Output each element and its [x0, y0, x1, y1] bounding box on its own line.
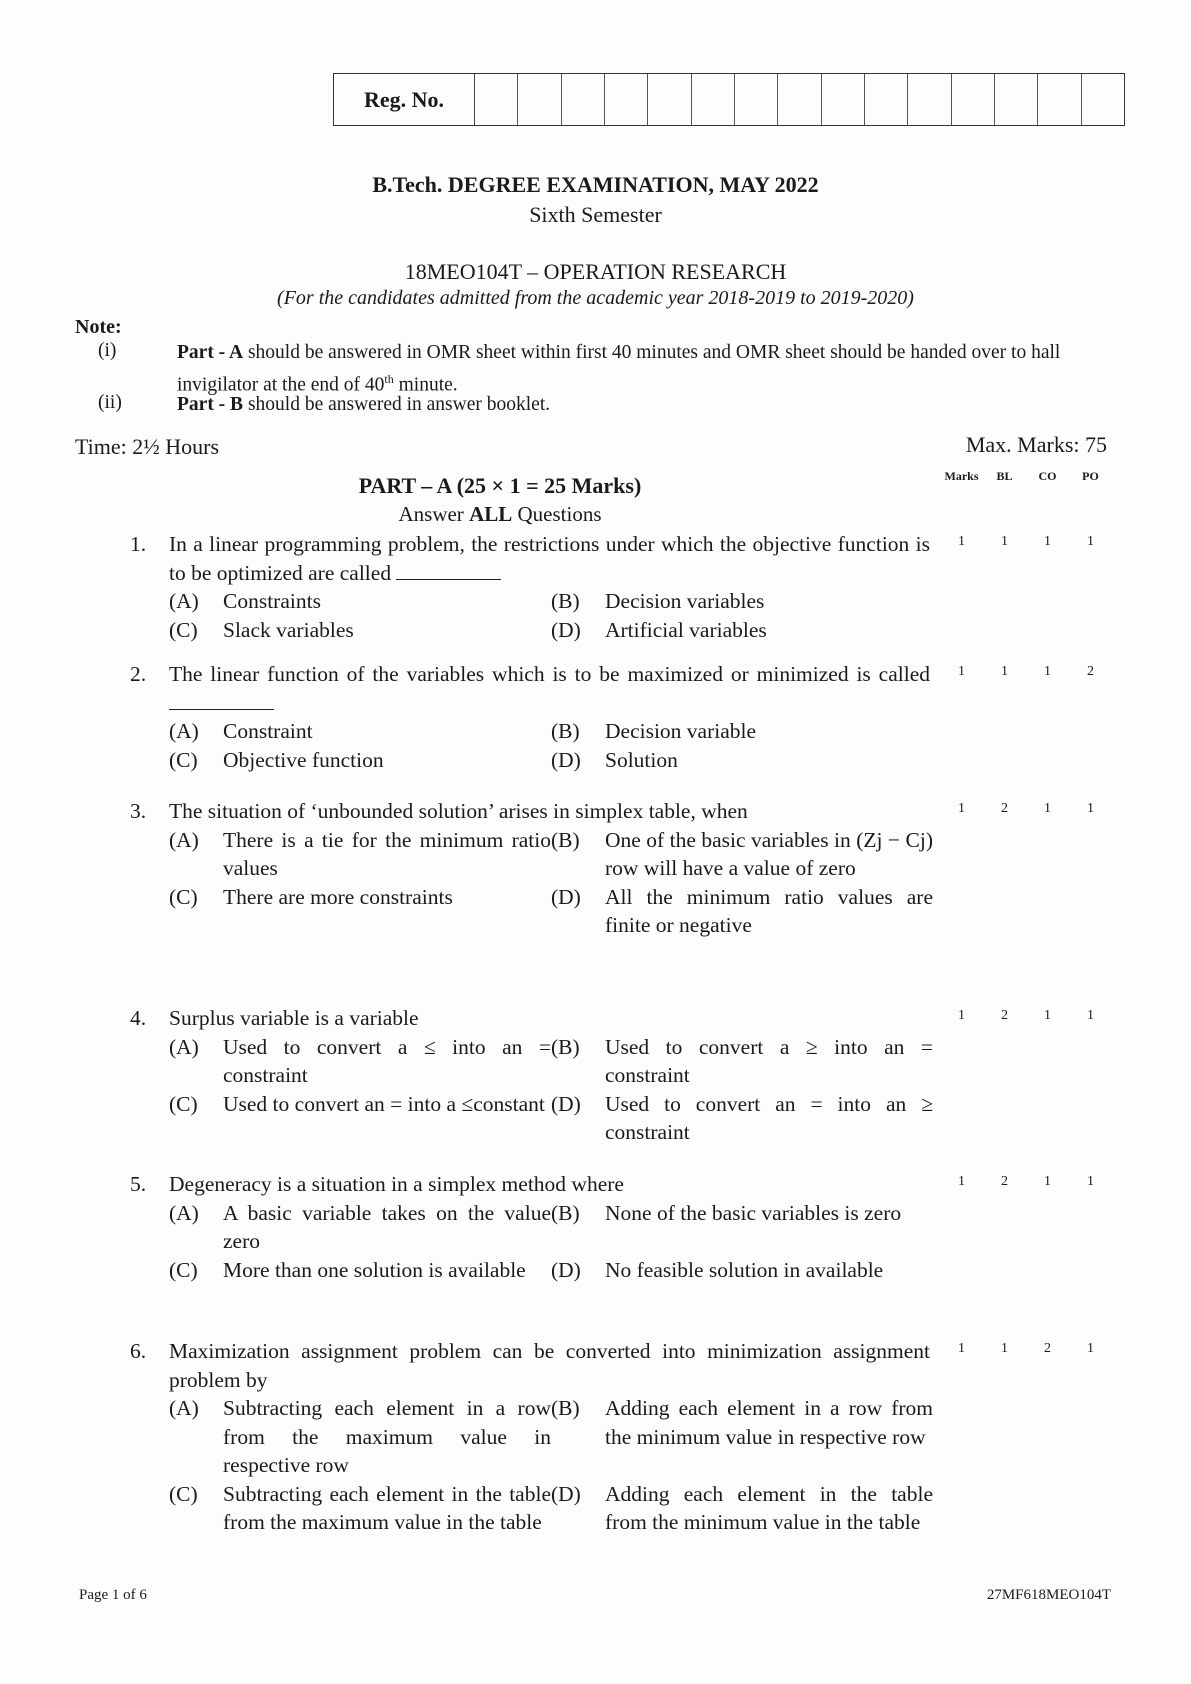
question-stem: [169, 797, 930, 826]
question-number: 5.: [130, 1172, 147, 1196]
question: [130, 1337, 933, 1537]
marks-value: 1: [958, 534, 965, 549]
question-number: 2.: [130, 662, 147, 686]
reg-no-cell: [735, 74, 778, 125]
reg-no-cell: [908, 74, 951, 125]
answer-blank: [396, 561, 501, 580]
option-letter: (B): [551, 719, 580, 743]
option: [551, 883, 933, 940]
reg-no-cell: [778, 74, 821, 125]
question: [130, 1170, 930, 1284]
option-letter: (B): [551, 1200, 580, 1225]
question-stem: [169, 530, 930, 587]
co-value: 1: [1044, 1174, 1051, 1189]
reg-no-cell: [518, 74, 561, 125]
option-text: One of the basic variables in (Zj − Cj) row will have a value of zero: [605, 827, 933, 880]
instr-post: Questions: [512, 502, 602, 526]
note-text: should be answered in answer booklet.: [243, 394, 551, 415]
option-letter: (C): [169, 747, 198, 772]
options: [169, 1033, 933, 1147]
option: [169, 1480, 551, 1537]
option-letter: (D): [551, 884, 581, 909]
option-letter: (C): [169, 1481, 198, 1506]
option-letter: (B): [551, 1396, 580, 1420]
option-letter: (C): [169, 884, 198, 909]
option: [551, 1033, 933, 1090]
option-text: Used to convert an = into an ≥ constraint: [605, 1091, 933, 1144]
option-text: No feasible solution in available: [605, 1257, 884, 1282]
option-text: More than one solution is available: [223, 1257, 526, 1282]
col-po: PO: [1082, 469, 1099, 483]
question-stem: [169, 1004, 930, 1033]
option-letter: (D): [551, 747, 581, 772]
question-marks: [940, 534, 1112, 550]
option-letter: (A): [169, 1034, 199, 1059]
option-text: Used to convert an = into a ≤constant: [223, 1091, 545, 1116]
reg-no-cell: [605, 74, 648, 125]
exam-time: Time: 2½ Hours: [75, 434, 220, 459]
question-marks: [940, 664, 1112, 680]
po-value: 1: [1087, 534, 1094, 549]
note-label: Note:: [75, 316, 122, 338]
option-text: A basic variable takes on the value zero: [223, 1200, 551, 1253]
option-text: Used to convert a ≤ into an = constraint: [223, 1034, 551, 1087]
question-number: 3.: [130, 799, 147, 823]
option: [551, 1199, 933, 1256]
option-letter: (B): [551, 589, 580, 613]
question-stem: [169, 1170, 930, 1199]
option-letter: (B): [551, 827, 580, 852]
question-marks: [940, 1008, 1112, 1024]
option-text: Subtracting each element in the table from the maximum value in the table: [223, 1481, 551, 1534]
marks-value: 1: [958, 664, 965, 679]
option-text: Solution: [605, 747, 678, 772]
bl-value: 1: [1001, 664, 1008, 679]
option-text: Adding each element in the table from the minimum value in the table: [605, 1481, 933, 1534]
option-letter: (C): [169, 617, 198, 642]
question-number: 1.: [130, 532, 147, 556]
reg-no-cell: [1038, 74, 1081, 125]
marks-value: 1: [958, 1174, 965, 1189]
reg-no-cell: [475, 74, 518, 125]
options: [169, 717, 930, 774]
options: [169, 1394, 933, 1537]
option-text: Constraint: [223, 719, 313, 743]
co-value: 1: [1044, 664, 1051, 679]
marks-value: 1: [958, 801, 965, 816]
question-stem: [169, 660, 930, 717]
options: [169, 826, 933, 940]
marks-value: 1: [958, 1341, 965, 1356]
option: [169, 1256, 551, 1285]
option: [551, 1256, 933, 1285]
marks-value: 1: [958, 1008, 965, 1023]
col-bl: BL: [996, 469, 1013, 483]
option-letter: (A): [169, 1396, 199, 1420]
note-number: (ii): [98, 392, 122, 413]
po-value: 1: [1087, 801, 1094, 816]
reg-no-cell: [995, 74, 1038, 125]
option-letter: (A): [169, 827, 199, 852]
option: [169, 1090, 551, 1147]
option-letter: (C): [169, 1091, 198, 1116]
option: [551, 746, 933, 775]
question-number: 4.: [130, 1006, 147, 1030]
bl-value: 2: [1001, 801, 1008, 816]
po-value: 1: [1087, 1174, 1094, 1189]
answer-blank: [169, 691, 274, 710]
co-value: 2: [1044, 1341, 1051, 1356]
note-tail: minute.: [393, 374, 458, 396]
po-value: 1: [1087, 1341, 1094, 1356]
option-text: Adding each element in a row from the minimum value in respective row: [605, 1396, 933, 1449]
question-text: In a linear programming problem, the restrictions under which the objective function is to be optimized are called: [169, 532, 930, 585]
option: [169, 587, 551, 616]
reg-no-cell: [822, 74, 865, 125]
admission-note: (For the candidates admitted from the academic year 2018-2019 to 2019-2020): [277, 287, 914, 309]
question-text: Surplus variable is a variable: [169, 1006, 419, 1030]
option: [169, 1199, 551, 1256]
option: [169, 1394, 551, 1480]
option: [551, 616, 933, 645]
part-a-instruction: [0, 502, 1000, 527]
question: [130, 660, 930, 774]
option-letter: (D): [551, 1481, 581, 1506]
co-value: 1: [1044, 801, 1051, 816]
course-title: 18MEO104T – OPERATION RESEARCH: [404, 259, 787, 284]
reg-no-box: [333, 73, 1125, 126]
note-text: should be answered in OMR sheet within first 40 minutes and OMR sheet should be handed over to hall invigilator at the end of 40: [177, 342, 1061, 396]
note-bold: Part - B: [177, 394, 244, 415]
reg-no-cell: [562, 74, 605, 125]
option-text: Decision variables: [605, 589, 765, 613]
question-text: Maximization assignment problem can be converted into minimization assignment problem by: [169, 1339, 930, 1392]
option: [169, 717, 551, 746]
option-text: Constraints: [223, 589, 321, 613]
paper-code: 27MF618MEO104T: [986, 1587, 1111, 1603]
reg-no-label: Reg. No.: [334, 74, 475, 125]
question-text: Degeneracy is a situation in a simplex method where: [169, 1172, 624, 1196]
question-text: The linear function of the variables which is to be maximized or minimized is called: [169, 662, 930, 686]
option: [551, 1090, 933, 1147]
semester: Sixth Semester: [529, 202, 662, 227]
option-text: Decision variable: [605, 719, 757, 743]
question-marks: [940, 1341, 1112, 1357]
col-marks: Marks: [944, 469, 979, 483]
question-number: 6.: [130, 1339, 147, 1363]
option-letter: (A): [169, 1200, 199, 1225]
option-text: Subtracting each element in a row from the maximum value in respective row: [223, 1396, 551, 1477]
option-text: There is a tie for the minimum ratio values: [223, 827, 551, 880]
question: [130, 1004, 933, 1147]
option-text: Objective function: [223, 747, 384, 772]
option-letter: (D): [551, 1257, 581, 1282]
option-letter: (C): [169, 1257, 198, 1282]
bl-value: 2: [1001, 1174, 1008, 1189]
bl-value: 2: [1001, 1008, 1008, 1023]
col-co: CO: [1038, 469, 1057, 483]
question-stem: [169, 1337, 930, 1394]
reg-no-cell: [648, 74, 691, 125]
option-letter: (A): [169, 589, 199, 613]
instr-bold: ALL: [469, 502, 513, 526]
question: [130, 797, 933, 940]
reg-no-cell: [952, 74, 995, 125]
reg-no-cell: [865, 74, 908, 125]
part-a-title: PART – A (25 × 1 = 25 Marks): [358, 473, 642, 498]
option-text: Artificial variables: [605, 617, 767, 642]
reg-no-cells: [475, 74, 1124, 125]
po-value: 2: [1087, 664, 1094, 679]
po-value: 1: [1087, 1008, 1094, 1023]
option-text: None of the basic variables is zero: [605, 1200, 902, 1225]
instr-pre: Answer: [398, 502, 470, 526]
note-bold: Part - A: [177, 342, 244, 363]
option-letter: (B): [551, 1034, 580, 1059]
exam-title: B.Tech. DEGREE EXAMINATION, MAY 2022: [372, 172, 819, 197]
question-text: The situation of ‘unbounded solution’ arises in simplex table, when: [169, 799, 748, 823]
page-number: Page 1 of 6: [79, 1587, 147, 1603]
co-value: 1: [1044, 534, 1051, 549]
options: [169, 587, 930, 644]
option: [169, 826, 551, 883]
note-item: [98, 392, 1112, 418]
bl-value: 1: [1001, 534, 1008, 549]
option: [551, 1394, 933, 1480]
max-marks: Max. Marks: 75: [965, 432, 1107, 457]
options: [169, 1199, 930, 1285]
option-text: There are more constraints: [223, 884, 453, 909]
reg-no-cell: [1082, 74, 1124, 125]
option: [169, 1033, 551, 1090]
question-marks: [940, 1174, 1112, 1190]
option: [169, 883, 551, 940]
note-sup: th: [384, 372, 394, 386]
option: [169, 746, 551, 775]
option-text: Slack variables: [223, 617, 354, 642]
question: [130, 530, 930, 644]
bl-value: 1: [1001, 1341, 1008, 1356]
option: [551, 1480, 933, 1537]
option: [551, 826, 933, 883]
note-number: (i): [98, 340, 117, 361]
option-letter: (D): [551, 1091, 581, 1116]
question-marks: [940, 801, 1112, 817]
option: [551, 587, 933, 616]
co-value: 1: [1044, 1008, 1051, 1023]
option-text: Used to convert a ≥ into an = constraint: [605, 1034, 933, 1087]
option-letter: (A): [169, 719, 199, 743]
option: [551, 717, 933, 746]
note-item: [98, 340, 1112, 399]
option: [169, 616, 551, 645]
option-letter: (D): [551, 617, 581, 642]
option-text: All the minimum ratio values are finite or negative: [605, 884, 933, 937]
reg-no-cell: [692, 74, 735, 125]
